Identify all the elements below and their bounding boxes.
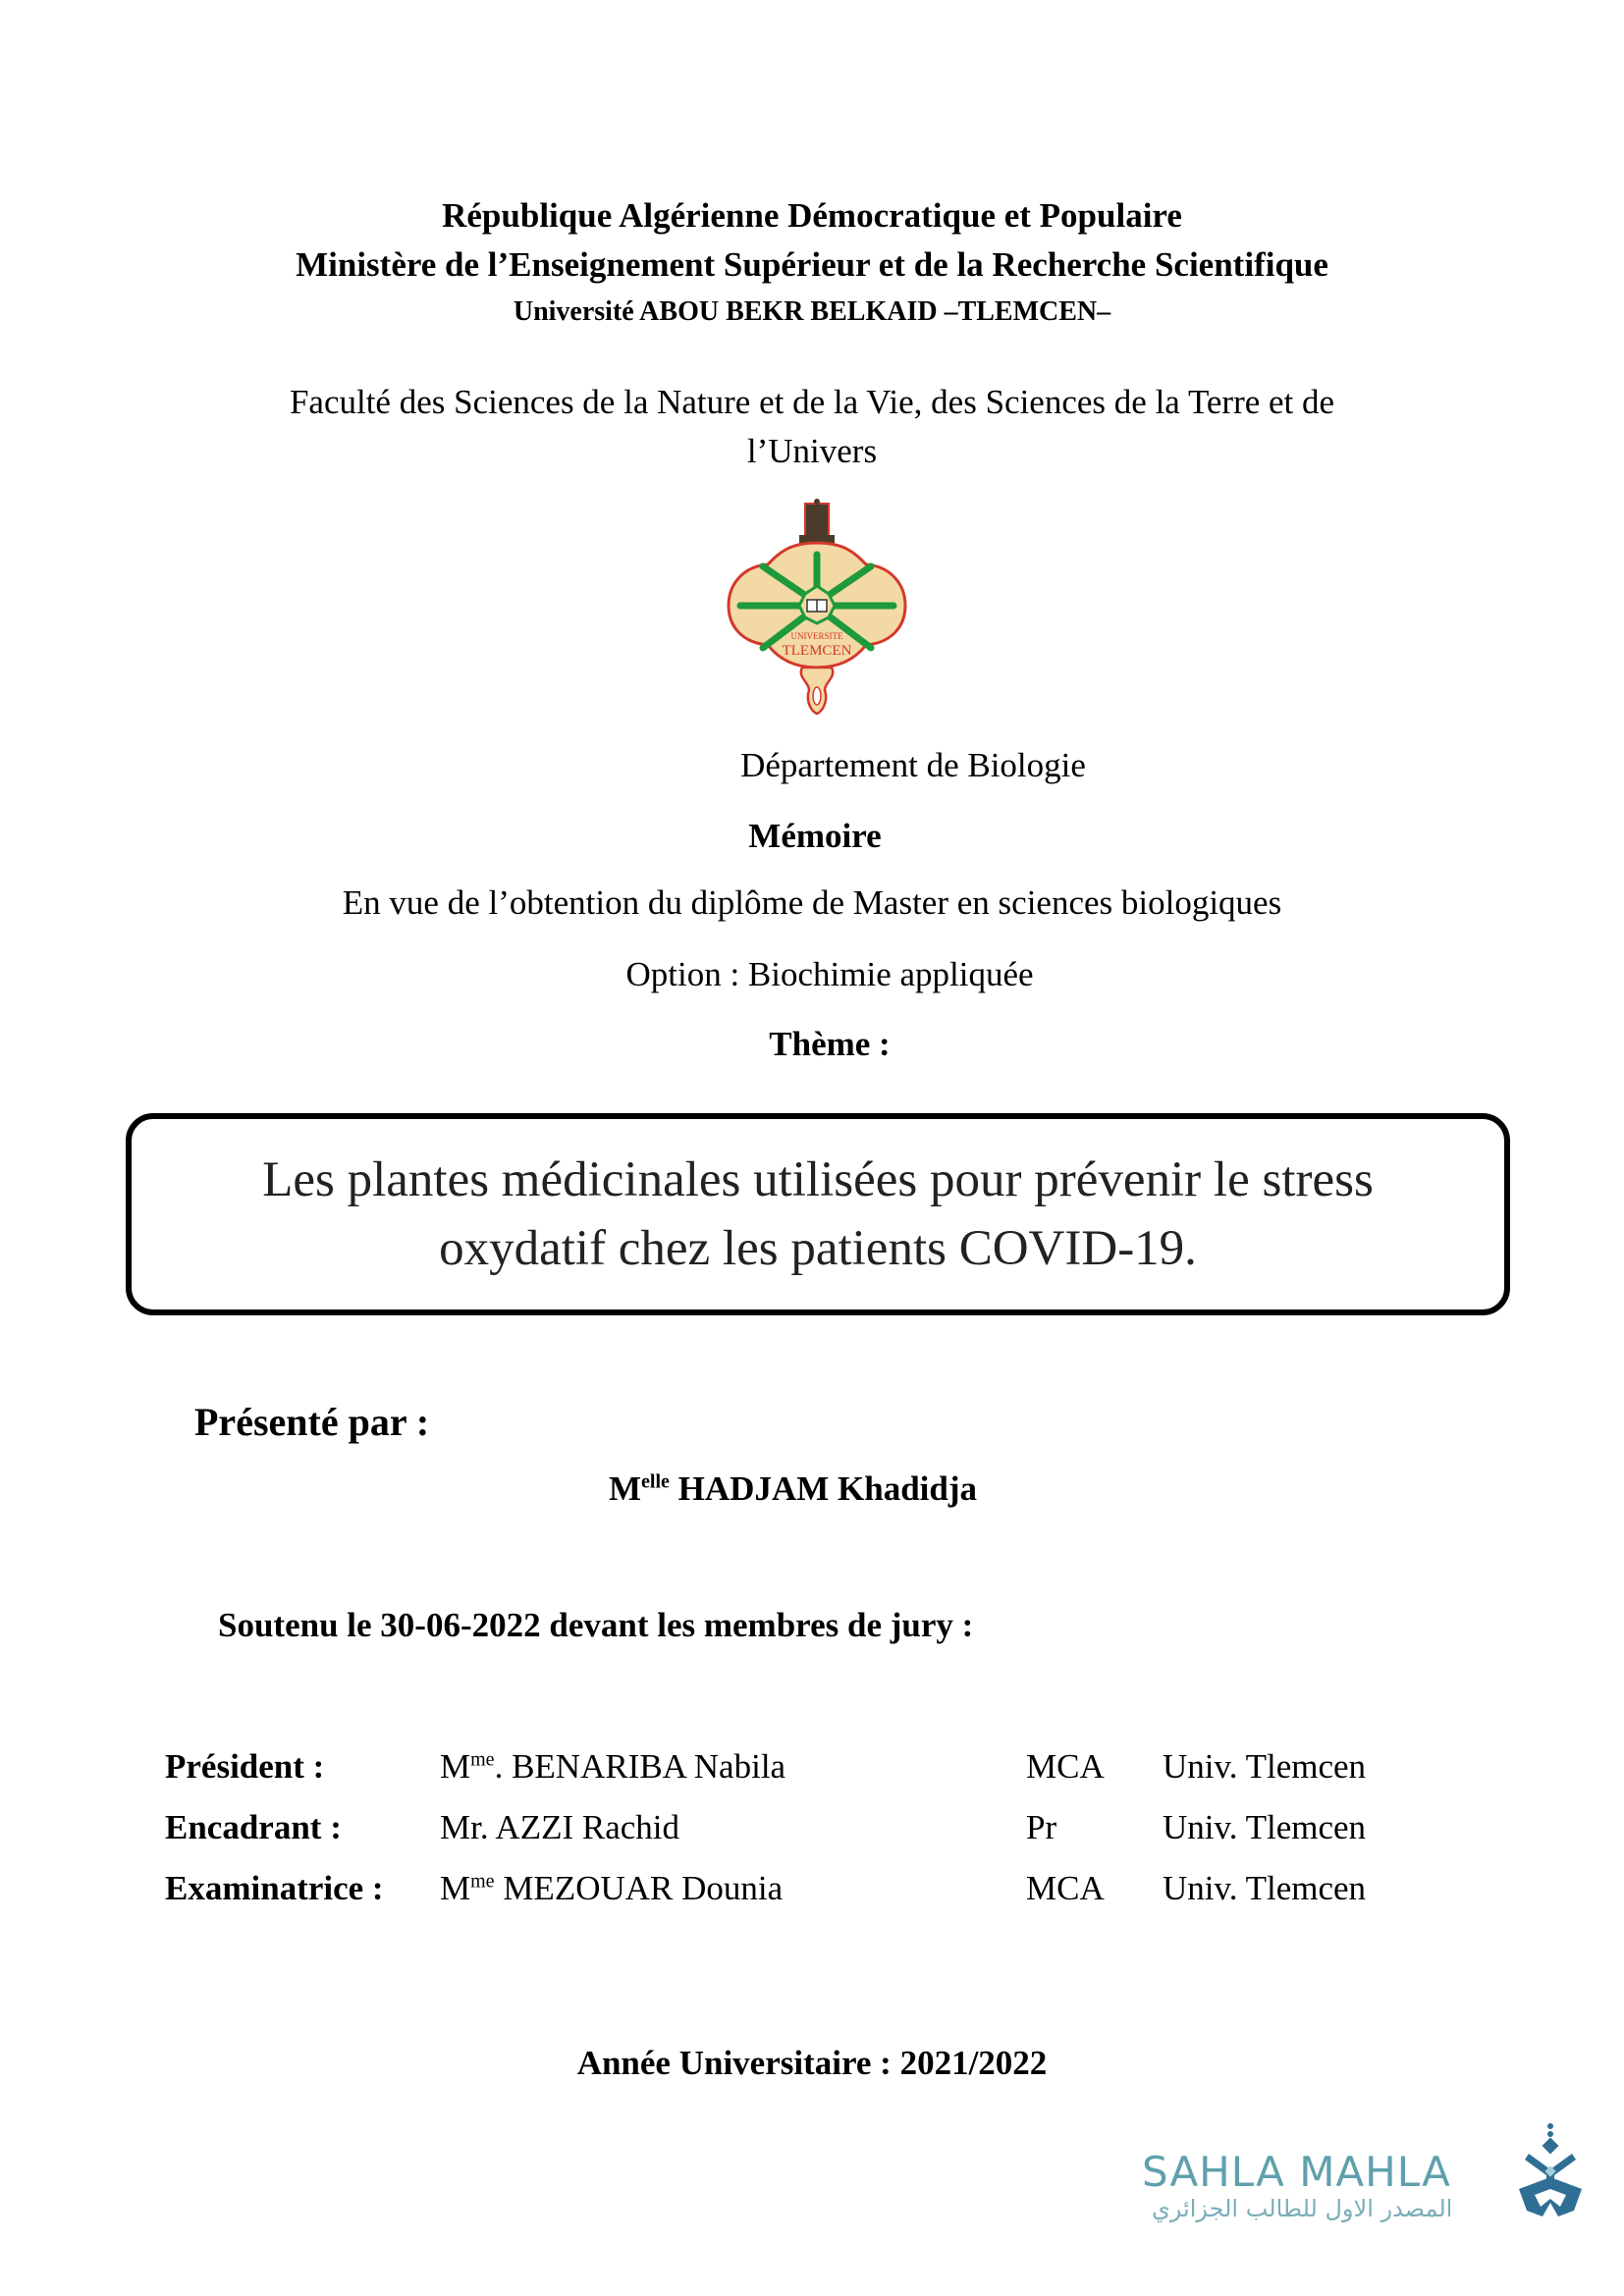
thesis-title-line-2: oxydatif chez les patients COVID-19. xyxy=(439,1221,1197,1276)
defense-statement: Soutenu le 30-06-2022 devant les membres de jury : xyxy=(218,1606,974,1644)
student-name xyxy=(609,1469,977,1509)
republic-heading: République Algérienne Démocratique et Populaire xyxy=(442,196,1182,235)
option: Option : Biochimie appliquée xyxy=(625,955,1034,993)
jury-name-sup: me xyxy=(470,1870,495,1893)
jury-row xyxy=(165,1808,1481,1869)
student-title-sup: elle xyxy=(641,1470,670,1493)
jury-name-prefix: M xyxy=(440,1747,471,1786)
jury-name-text: . BENARIBA Nabila xyxy=(494,1747,786,1786)
student-title: M xyxy=(609,1469,642,1508)
degree-purpose: En vue de l’obtention du diplôme de Master en sciences biologiques xyxy=(342,883,1282,922)
jury-grade: MCA xyxy=(1026,1869,1105,1907)
jury-table xyxy=(165,1747,1481,1930)
jury-institution: Univ. Tlemcen xyxy=(1163,1808,1367,1846)
svg-text:UNIVERSITE: UNIVERSITE xyxy=(790,631,843,641)
document-type: Mémoire xyxy=(748,817,882,855)
jury-name xyxy=(440,1869,783,1908)
department: Département de Biologie xyxy=(740,746,1086,784)
jury-grade: MCA xyxy=(1026,1747,1105,1786)
faculty-line-1: Faculté des Sciences de la Nature et de la Vie, des Sciences de la Terre et de xyxy=(289,383,1335,421)
watermark-subtitle: المصدر الاول للطالب الجزائري xyxy=(1152,2195,1453,2222)
faculty-line-2: l’Univers xyxy=(746,432,878,470)
thesis-title-line-1: Les plantes médicinales utilisées pour prévenir le stress xyxy=(262,1152,1374,1207)
jury-name-sup: me xyxy=(470,1748,495,1771)
university-heading: Université ABOU BEKR BELKAID –TLEMCEN– xyxy=(513,296,1111,327)
jury-row xyxy=(165,1869,1481,1930)
ministry-heading: Ministère de l’Enseignement Supérieur et de la Recherche Scientifique xyxy=(296,245,1328,284)
jury-name-prefix: Mr. AZZI Rachid xyxy=(440,1808,679,1846)
sahla-mahla-watermark xyxy=(1142,2120,1603,2228)
jury-institution: Univ. Tlemcen xyxy=(1163,1747,1367,1786)
university-tlemcen-emblem-icon xyxy=(719,496,915,717)
svg-text:TLEMCEN: TLEMCEN xyxy=(782,643,852,659)
thesis-title-box xyxy=(126,1113,1510,1315)
jury-name xyxy=(440,1747,785,1787)
jury-name-prefix: M xyxy=(440,1869,471,1907)
academic-year: Année Universitaire : 2021/2022 xyxy=(576,2044,1048,2082)
presented-by-label: Présenté par : xyxy=(194,1400,430,1444)
jury-role: Encadrant : xyxy=(165,1808,342,1846)
jury-role: Président : xyxy=(165,1747,325,1786)
jury-name-text: MEZOUAR Dounia xyxy=(494,1869,784,1907)
watermark-title: SAHLA MAHLA xyxy=(1142,2148,1451,2196)
jury-name xyxy=(440,1808,679,1847)
jury-row xyxy=(165,1747,1481,1808)
jury-institution: Univ. Tlemcen xyxy=(1163,1869,1367,1907)
sahla-mahla-logo-icon xyxy=(1515,2120,1594,2228)
theme-label: Thème : xyxy=(769,1025,891,1063)
jury-grade: Pr xyxy=(1026,1808,1057,1846)
student-fullname: HADJAM Khadidja xyxy=(669,1469,978,1508)
jury-role: Examinatrice : xyxy=(165,1869,384,1907)
